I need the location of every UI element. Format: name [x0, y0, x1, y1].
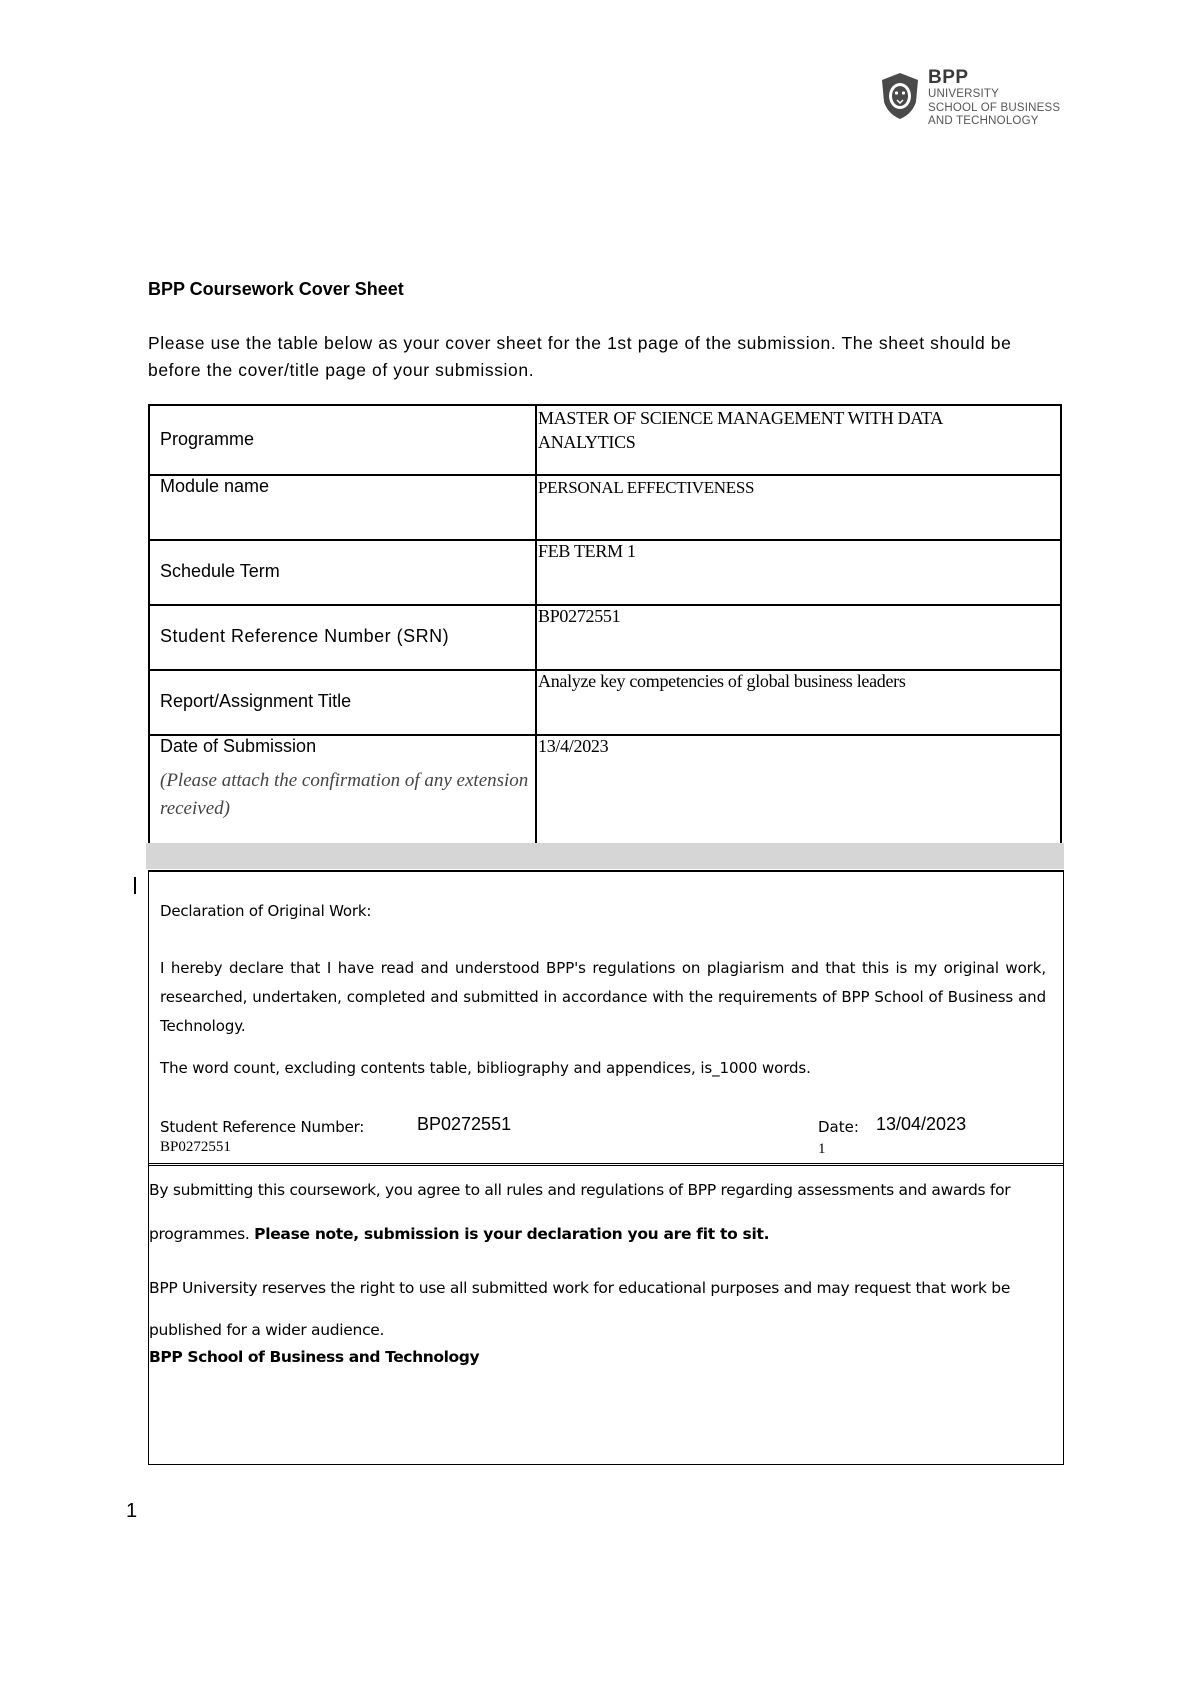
school-name: BPP School of Business and Technology — [149, 1348, 480, 1366]
assignment-title-value-cell[interactable] — [536, 670, 1061, 735]
logo-line-1: UNIVERSITY — [928, 88, 1000, 100]
programme-label-cell — [149, 405, 536, 475]
lion-shield-icon — [880, 72, 920, 120]
srn-value: BP0272551 — [538, 606, 621, 626]
extension-note: (Please attach the confirmation of any extension received) — [160, 770, 529, 819]
declaration-date-value-2: 1 — [818, 1141, 826, 1157]
term-value-cell[interactable] — [536, 540, 1061, 605]
module-value-cell[interactable] — [536, 475, 1061, 540]
term-value: FEB TERM 1 — [538, 541, 636, 561]
term-label-cell — [149, 540, 536, 605]
table-row-date — [149, 735, 1061, 844]
date-value: 13/4/2023 — [538, 736, 609, 756]
srn-label-cell — [149, 605, 536, 670]
cover-info-table — [148, 404, 1062, 845]
declaration-heading: Declaration of Original Work: — [160, 902, 372, 920]
page-number: 1 — [126, 1500, 138, 1522]
module-value: PERSONAL EFFECTIVENESS — [538, 478, 755, 497]
table-row-term — [149, 540, 1061, 605]
date-label: Date of Submission — [160, 736, 317, 756]
logo-brand: BPP — [928, 67, 969, 88]
intro-text: Please use the table below as your cover sheet for the 1st page of the submission. The sheet should be before the cover/title page of your submission. — [148, 333, 1012, 380]
table-row-module — [149, 475, 1061, 540]
assignment-title-value: Analyze key competencies of global business leaders — [538, 671, 906, 691]
declaration-body: I hereby declare that I have read and understood BPP's regulations on plagiarism and that this is my original work, researched, undertaken, completed and submitted in accordance with the requirements of BPP School of Business and Technology. — [160, 959, 1046, 1035]
declaration-srn-value[interactable]: BP0272551 — [417, 1114, 512, 1134]
module-label: Module name — [160, 476, 270, 496]
terms-p1-text: By submitting this coursework, you agree to all rules and regulations of BPP regarding assessments and awards for programmes. — [149, 1181, 1011, 1243]
word-count-statement: The word count, excluding contents table, bibliography and appendices, is_1000 words. — [160, 1059, 811, 1077]
srn-label: Student Reference Number (SRN) — [160, 626, 450, 646]
declaration-box — [148, 870, 1064, 1166]
declaration-srn-value-2: BP0272551 — [160, 1139, 231, 1155]
declaration-date-label: Date: — [818, 1118, 859, 1136]
terms-paragraph-1 — [149, 1168, 1061, 1256]
table-row-programme — [149, 405, 1061, 475]
page-title: BPP Coursework Cover Sheet — [148, 279, 404, 299]
srn-value-cell[interactable] — [536, 605, 1061, 670]
term-label: Schedule Term — [160, 561, 280, 581]
terms-p1-bold: Please note, submission is your declaration you are fit to sit. — [254, 1225, 770, 1243]
declaration-date-value[interactable]: 13/04/2023 — [876, 1114, 967, 1134]
assignment-title-label: Report/Assignment Title — [160, 691, 352, 711]
terms-box — [148, 1163, 1064, 1465]
terms-paragraph-2: BPP University reserves the right to use all submitted work for educational purposes and may request that work be published for a wider audience. — [149, 1279, 1011, 1339]
programme-value-cell[interactable] — [536, 405, 1061, 475]
bpp-logo — [880, 68, 1080, 138]
date-label-cell — [149, 735, 536, 844]
text-cursor — [134, 877, 136, 894]
assignment-title-label-cell — [149, 670, 536, 735]
table-row-srn — [149, 605, 1061, 670]
programme-value: MASTER OF SCIENCE MANAGEMENT WITH DATA ANALYTICS — [538, 408, 943, 452]
table-row-assignment-title — [149, 670, 1061, 735]
date-value-cell[interactable] — [536, 735, 1061, 844]
declaration-srn-label: Student Reference Number: — [160, 1118, 365, 1136]
programme-label: Programme — [160, 428, 255, 449]
logo-line-3: AND TECHNOLOGY — [928, 115, 1039, 127]
logo-line-2: SCHOOL OF BUSINESS — [928, 101, 1061, 114]
separator-bar — [146, 843, 1064, 869]
module-label-cell — [149, 475, 536, 540]
